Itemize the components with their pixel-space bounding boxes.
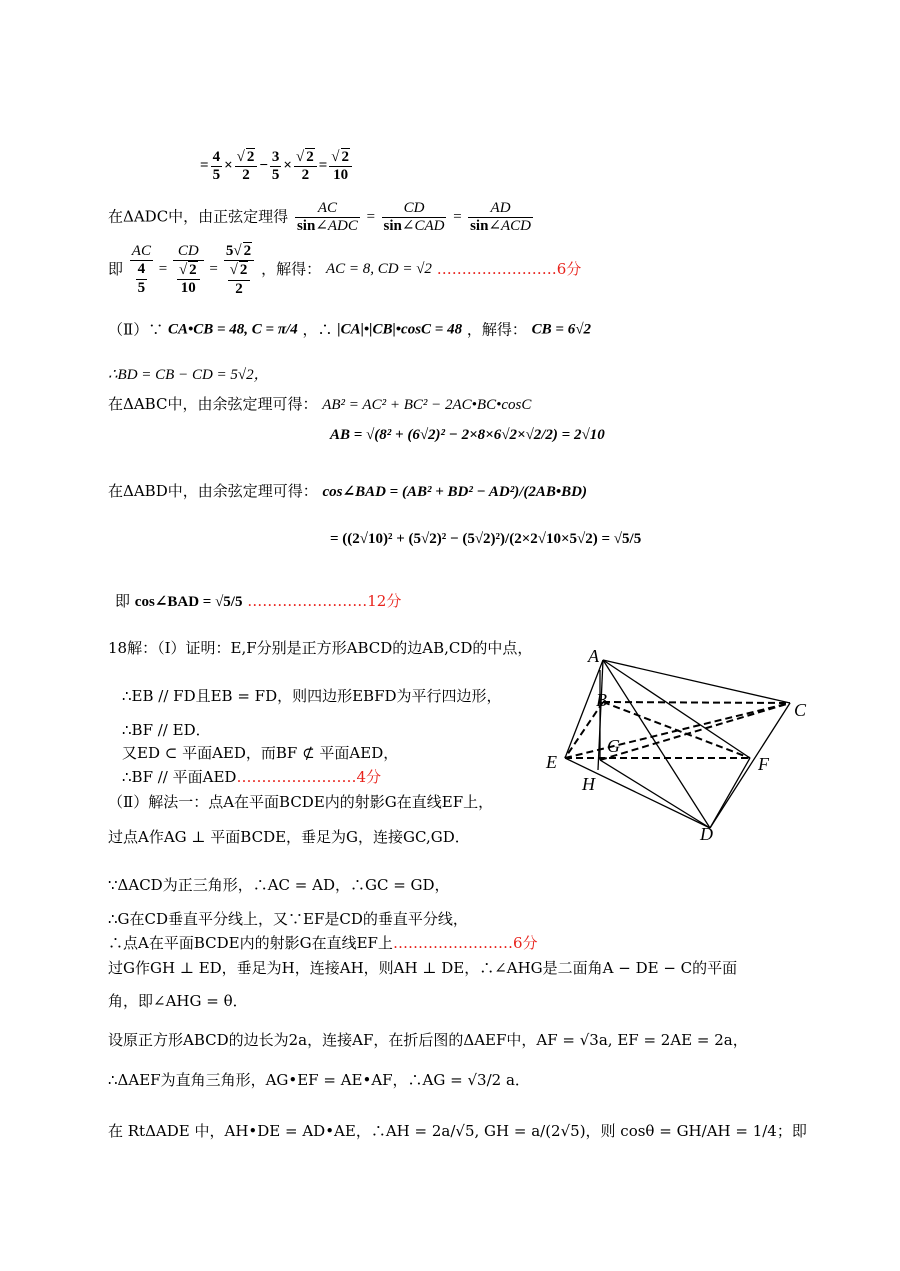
- label-B: B: [596, 690, 607, 710]
- eq-line-10: 即 cos∠BAD = √5/5 ……………………12分: [115, 592, 402, 610]
- edge-AC: [603, 660, 790, 703]
- label-A: A: [588, 646, 599, 666]
- q18-line-5: ∴BF // 平面AED……………………4分: [122, 768, 381, 786]
- q18-line-9: ∴G在CD垂直平分线上，又∵EF是CD的垂直平分线，: [108, 910, 468, 928]
- eq-line-8: 在ΔABD中，由余弦定理可得： cos∠BAD = (AB² + BD² − AD²)/(2AB•BD): [108, 482, 587, 500]
- eq-line-2: 在ΔADC中，由正弦定理得 $\frac{AC}{\text{sin∠ADC}}$ = $\frac{CD}{\text{sin∠CAD}}$ = $\frac{AD}{\text{sin∠ACD}}$: [108, 200, 532, 235]
- q18-line-10: ∴点A在平面BCDE内的射影G在直线EF上……………………6分: [108, 934, 538, 952]
- geometry-figure: [540, 640, 820, 850]
- solid-edges: [565, 660, 790, 828]
- q18-line-4: 又ED ⊂ 平面AED，而BF ⊄ 平面AED，: [122, 744, 399, 762]
- eq-line-6: 在ΔABC中，由余弦定理可得： AB² = AC² + BC² − 2AC•BC•cosC: [108, 395, 532, 413]
- q18-line-1: 18解：（Ⅰ）证明：E,F分别是正方形ABCD的边AB,CD的中点，: [108, 639, 533, 657]
- label-C: C: [794, 700, 807, 720]
- edge-CD: [710, 703, 790, 828]
- q18-line-6: （Ⅱ）解法一：点A在平面BCDE内的射影G在直线EF上，: [108, 793, 494, 811]
- label-G: G: [607, 736, 620, 756]
- q18-line-12: 角，即∠AHG = θ．: [108, 992, 248, 1010]
- edge-BC: [603, 702, 790, 703]
- q18-line-11: 过G作GH ⊥ ED，垂足为H，连接AH，则AH ⊥ DE，∴∠AHG是二面角A − DE − C的平面: [108, 959, 738, 977]
- q18-line-7: 过点A作AG ⊥ 平面BCDE，垂足为G，连接GC,GD．: [108, 828, 470, 846]
- label-H: H: [582, 774, 595, 794]
- eq-line-5: ∴BD = CB − CD = 5√2，: [108, 367, 269, 383]
- q18-line-15: 在 RtΔADE 中，AH•DE = AD•AE，∴AH = 2a/√5, GH = a/(2√5)，则 cosθ = GH/AH = 1/4；即: [108, 1122, 807, 1140]
- eq-line-3: 即 $\frac{AC}{\frac{4}{5}}$ = $\frac{CD}{\frac{√ 2}{10}}$ = $\frac{5√ 2}{\frac{√ 2}{2}}$ ，解得： AC = 8, CD = √2 ……………………6分: [108, 242, 582, 297]
- eq-line-1: = $\frac{4}{5}$ × $\frac{√ 2}{2}$ − $\frac{3}{5}$ × $\frac{√ 2}{2}$ = $\frac{√ 2}{10}$: [200, 148, 354, 185]
- eq-line-4: （Ⅱ）∵ CA•CB = 48, C = π/4 ，∴ |CA|•|CB|•cosC = 48 ，解得： CB = 6√2: [108, 320, 591, 339]
- q18-line-3: ∴BF // ED．: [122, 721, 211, 739]
- q18-line-8: ∵ΔACD为正三角形，∴AC = AD，∴GC = GD，: [108, 876, 450, 894]
- label-E: E: [546, 752, 557, 772]
- eq-line-9: = ((2√10)² + (5√2)² − (5√2)²)/(2×2√10×5√2) = √5/5: [330, 531, 642, 547]
- q18-line-14: ∴ΔAEF为直角三角形，AG•EF = AE•AF，∴AG = √3/2 a．: [108, 1071, 530, 1089]
- edge-EC: [565, 703, 790, 758]
- q18-line-13: 设原正方形ABCD的边长为2a，连接AF，在折后图的ΔAEF中，AF = √3a, EF = 2AE = 2a，: [108, 1031, 748, 1049]
- label-F: F: [758, 754, 769, 774]
- q18-line-2: ∴EB // FD且EB = FD，则四边形EBFD为平行四边形，: [122, 687, 502, 705]
- eq-line-7: AB = √(8² + (6√2)² − 2×8×6√2×√2/2) = 2√10: [330, 427, 605, 443]
- edge-GD: [600, 760, 710, 828]
- label-D: D: [700, 824, 713, 844]
